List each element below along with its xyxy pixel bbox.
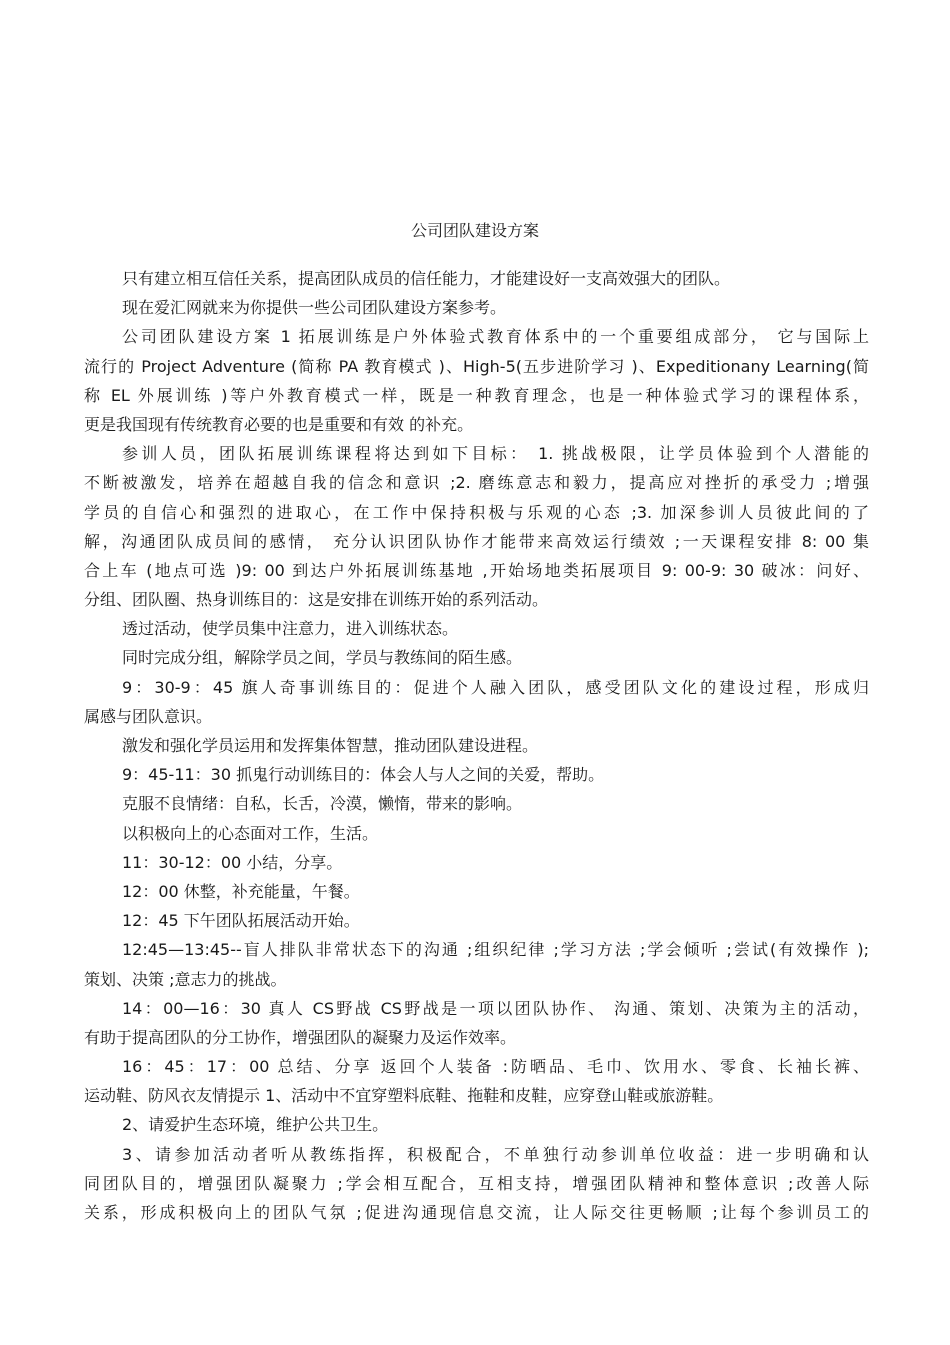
paragraph-line: 激发和强化学员运用和发挥集体智慧，推动团队建设进程。 [122, 736, 539, 755]
document-body [84, 264, 869, 1227]
paragraph-line: 2、请爱护生态环境，维护公共卫生。 [122, 1115, 389, 1135]
paragraph-line: 9：30-9：45 旗人奇事训练目的：促进个人融入团队，感受团队文化的建设过程，形成归 [122, 677, 869, 697]
paragraph-line: 有助于提高团队的分工协作，增强团队的凝聚力及运作效率。 [84, 1027, 517, 1047]
paragraph-line: 称 EL 外展训练 )等户外教育模式一样，既是一种教育理念，也是一种体验式学习的课程体系， [84, 385, 869, 405]
paragraph-line: 学员的自信心和强烈的进取心，在工作中保持积极与乐观的心态 ;3. 加深参训人员彼此间的了 [84, 502, 869, 522]
paragraph-line: 合上车 (地点可选 )9: 00 到达户外拓展训练基地 ,开始场地类拓展项目 9: 00-9: 30 破冰：问好、 [84, 560, 869, 580]
paragraph-line: 同团队目的，增强团队凝聚力 ;学会相互配合，互相支持，增强团队精神和整体意识 ;改善人际 [84, 1173, 869, 1193]
paragraph-line: 参训人员，团队拓展训练课程将达到如下目标： 1. 挑战极限，让学员体验到个人潜能的 [122, 444, 869, 464]
paragraph-line: 12：00 休整，补充能量，午餐。 [122, 881, 360, 901]
paragraph-line: 现在爱汇网就来为你提供一些公司团队建设方案参考。 [122, 298, 507, 318]
paragraph-line: 只有建立相互信任关系，提高团队成员的信任能力，才能建设好一支高效强大的团队。 [122, 269, 731, 288]
paragraph-line: 运动鞋、防风衣友情提示 1、活动中不宜穿塑料底鞋、拖鞋和皮鞋，应穿登山鞋或旅游鞋。 [84, 1086, 724, 1106]
paragraph-line: 不断被激发，培养在超越自我的信念和意识 ;2. 磨练意志和毅力，提高应对挫折的承受力 ;增强 [84, 473, 869, 493]
paragraph-line: 解，沟通团队成员间的感情， 充分认识团队协作才能带来高效运行绩效 ;一天课程安排 8: 00 集 [84, 531, 869, 551]
paragraph-line: 公司团队建设方案 1 拓展训练是户外体验式教育体系中的一个重要组成部分， 它与国际上 [122, 327, 869, 347]
paragraph-line: 更是我国现有传统教育必要的也是重要和有效 的补充。 [84, 414, 474, 434]
paragraph-line: 12:45—13:45--盲人排队非常状态下的沟通 ;组织纪律 ;学习方法 ;学会倾听 ;尝试(有效操作 ); [122, 940, 869, 960]
paragraph-line: 关系，形成积极向上的团队气氛 ;促进沟通现信息交流，让人际交往更畅顺 ;让每个参训员工的 [84, 1203, 869, 1222]
paragraph-line: 16：45：17：00 总结、分享 返回个人装备 :防晒品、毛巾、饮用水、零食、长袖长裤、 [122, 1057, 869, 1077]
paragraph-line: 14：00—16：30 真人 CS野战 CS野战是一项以团队协作、 沟通、策划、决策为主的活动， [122, 998, 869, 1018]
paragraph-line: 属感与团队意识。 [84, 706, 213, 726]
document-title: 公司团队建设方案 [410, 221, 539, 240]
paragraph-line: 9：45-11：30 抓鬼行动训练目的：体会人与人之间的关爱，帮助。 [122, 765, 605, 785]
paragraph-line: 策划、决策 ;意志力的挑战。 [84, 969, 287, 989]
paragraph-line: 11：30-12：00 小结，分享。 [122, 852, 343, 872]
paragraph-line: 以积极向上的心态面对工作，生活。 [122, 823, 379, 843]
paragraph-line: 流行的 Project Adventure (简称 PA 教育模式 )、High-5(五步进阶学习 )、Expeditionany Learning(简 [84, 356, 869, 376]
paragraph-line: 同时完成分组，解除学员之间，学员与教练间的陌生感。 [122, 648, 523, 668]
paragraph-line: 透过活动，使学员集中注意力，进入训练状态。 [122, 619, 459, 639]
paragraph-line: 克服不良情绪：自私，长舌，冷漠，懒惰，带来的影响。 [122, 794, 523, 814]
paragraph-line: 分组、团队圈、热身训练目的：这是安排在训练开始的系列活动。 [84, 590, 549, 610]
paragraph-line: 3、请参加活动者听从教练指挥，积极配合，不单独行动参训单位收益：进一步明确和认 [122, 1144, 869, 1164]
paragraph-line: 12：45 下午团队拓展活动开始。 [122, 911, 360, 931]
